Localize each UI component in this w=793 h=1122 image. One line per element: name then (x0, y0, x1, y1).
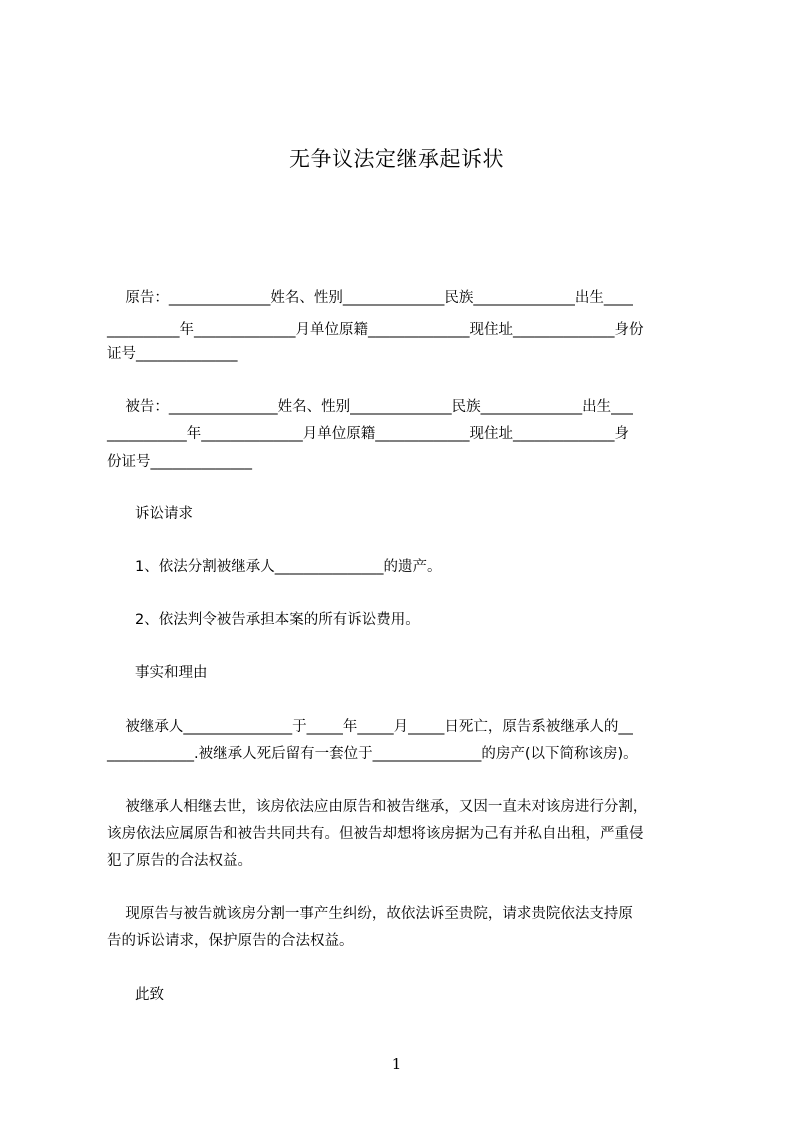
facts-line-1: 被继承人_______________于_____年_____月_____日死亡，原告系被继承人的__ (107, 719, 633, 735)
document-title: 无争议法定继承起诉状 (289, 147, 504, 171)
plaintiff-line-2: __________年______________月单位原籍______________现住址______________身份 (107, 322, 644, 338)
para2-line-3: 犯了原告的合法权益。 (107, 853, 252, 869)
defendant-line-1: 被告：_______________姓名、性别______________民族______________出生___ (107, 399, 633, 415)
para2-line-1: 被继承人相继去世，该房依法应由原告和被告继承，又因一直未对该房进行分割， (107, 799, 648, 815)
facts-heading: 事实和理由 (135, 665, 208, 681)
facts-line-2: ____________.被继承人死后留有一套位于_______________的房产(以下简称该房)。 (107, 746, 638, 762)
plaintiff-line-3: 证号______________ (107, 346, 238, 362)
para2-line-2: 该房依法应属原告和被告共同共有。但被告却想将该房据为己有并私自出租，严重侵 (107, 826, 644, 842)
claims-heading: 诉讼请求 (135, 506, 193, 522)
page-number: 1 (391, 1055, 402, 1073)
defendant-line-3: 份证号______________ (107, 454, 252, 470)
para3-line-2: 告的诉讼请求，保护原告的合法权益。 (107, 933, 354, 949)
para3-line-1: 现原告与被告就该房分割一事产生纠纷，故依法诉至贵院，请求贵院依法支持原 (107, 906, 633, 922)
plaintiff-line-1: 原告：______________姓名、性别______________民族______________出生____ (107, 290, 633, 306)
claim-1: 1、依法分割被继承人_______________的遗产。 (135, 559, 442, 575)
closing-salutation: 此致 (135, 987, 164, 1003)
claim-2: 2、依法判令被告承担本案的所有诉讼费用。 (135, 612, 420, 628)
defendant-line-2: ___________年______________月单位原籍_____________现住址______________身 (107, 426, 629, 442)
